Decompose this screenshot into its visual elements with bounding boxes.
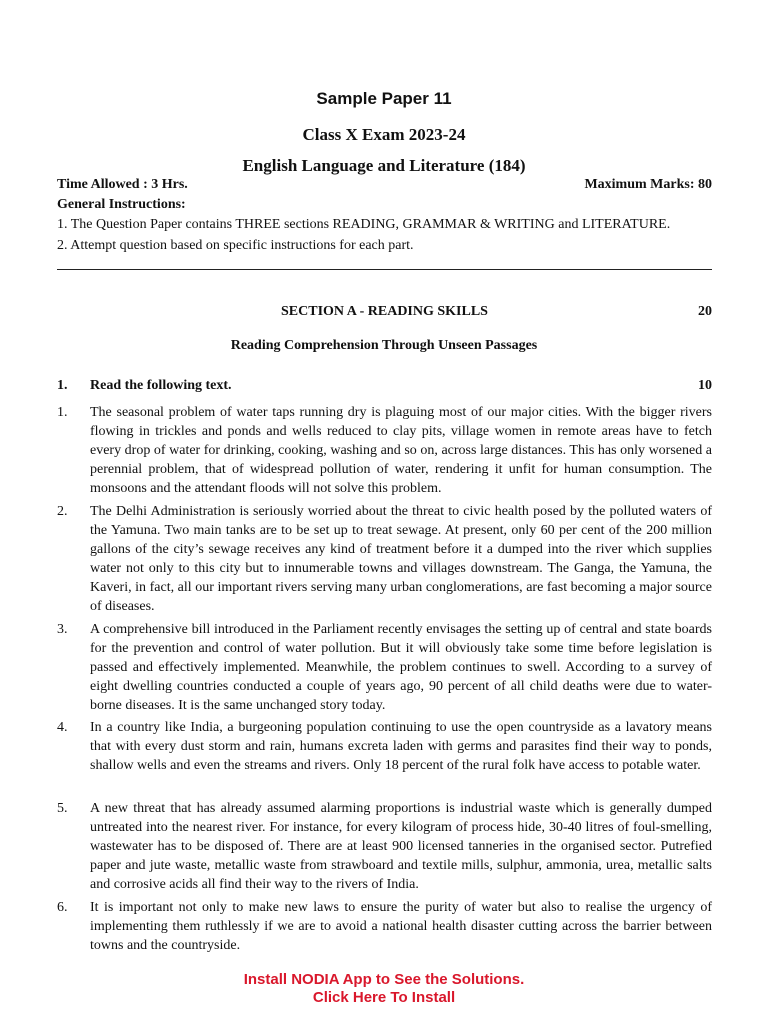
install-app-link[interactable]: Install NODIA App to See the Solutions. — [243, 971, 525, 988]
section-header — [57, 304, 712, 324]
class-title: Class X Exam 2023-24 — [302, 125, 466, 144]
time-allowed: Time Allowed : 3 Hrs. — [57, 177, 188, 192]
paragraph-text: It is important not only to make new laws to ensure the purity of water but also to realise the urgency of implementing them ruthlessly if we are to avoid a national health disaster cutting across the barrier between towns and the countryside. — [90, 900, 712, 953]
exam-meta-row — [57, 177, 712, 193]
paragraph-number: 3. — [57, 622, 68, 637]
paragraph-number: 2. — [57, 504, 68, 519]
general-instructions-heading: General Instructions: — [57, 197, 186, 212]
instruction-item: 2. Attempt question based on specific instructions for each part. — [57, 238, 414, 253]
click-to-install-link[interactable]: Click Here To Install — [312, 989, 456, 1006]
question-marks: 10 — [698, 378, 712, 393]
paragraph-text: The Delhi Administration is seriously worried about the threat to civic health posed by the polluted waters of the Yamuna. Two main tanks are to be set up to treat sewage. At present, only 60 per cent of the 200 million gallons of the city’s sewage receives any kind of treatment before it a dumped into the river which supplies water not only to this city but to innumerable towns and villages downstream. The Ganga, the Yamuna, the Kaveri, in fact, all our important rivers serving many urban conglomerations, are fast becoming a major source of diseases. — [90, 504, 712, 614]
section-title: SECTION A - READING SKILLS — [281, 304, 488, 319]
paragraph-text: A comprehensive bill introduced in the Parliament recently envisages the setting up of central and state boards for the prevention and control of water pollution. But it will obviously take some time before legislation is passed and effectively implemented. Meanwhile, the problem continues to swell. According to a survey of eight dwelling countries conducted a couple of years ago, 90 percent of all child deaths were due to water-borne diseases. It is the same unchanged story today. — [90, 622, 712, 713]
paragraph-text: A new threat that has already assumed alarming proportions is industrial waste which is generally dumped untreated into the nearest river. For instance, for every kilogram of process hide, 30-40 litres of foul-smelling, wastewater has to be disposed of. There are at least 900 licensed tanneries in the organised sector. Putrefied paper and jute waste, metallic waste from strawboard and textile mills, sulphur, ammonia, urea, metallic salts and corrosive acids all find their way to the rivers of India. — [90, 801, 712, 892]
passage-paragraph — [57, 502, 712, 616]
section-marks: 20 — [698, 304, 712, 319]
passage-paragraph — [57, 799, 712, 894]
section-subheading: Reading Comprehension Through Unseen Passages — [230, 338, 538, 353]
passage-paragraph — [57, 718, 712, 775]
paragraph-number: 1. — [57, 405, 68, 420]
passage-paragraph — [57, 620, 712, 715]
paragraph-number: 5. — [57, 801, 68, 816]
question-header — [57, 378, 712, 398]
passage-paragraph — [57, 898, 712, 955]
divider — [57, 269, 712, 270]
passage-paragraph — [57, 403, 712, 498]
paragraph-number: 4. — [57, 720, 68, 735]
paper-title: Sample Paper 11 — [316, 89, 452, 108]
paragraph-text: The seasonal problem of water taps running dry is plaguing most of our major cities. With the bigger rivers flowing in trickles and ponds and wells reduced to clay pits, village women in remote areas have to fetch every drop of water for drinking, cooking, washing and so on, across large distances. This has only worsened a perennial problem, that of widespread pollution of water, rendering it unfit for human consumption. The monsoons and the attendant floods will not solve this problem. — [90, 405, 712, 496]
paragraph-number: 6. — [57, 900, 68, 915]
instruction-item: 1. The Question Paper contains THREE sections READING, GRAMMAR & WRITING and LITERATURE. — [57, 217, 671, 232]
subject-title: English Language and Literature (184) — [242, 156, 526, 175]
question-number: 1. — [57, 378, 68, 393]
question-text: Read the following text. — [90, 378, 232, 393]
paragraph-text: In a country like India, a burgeoning population continuing to use the open countryside as a lavatory means that with every dust storm and rain, humans excreta laden with germs and parasites find their way to ponds, shallow wells and even the streams and rivers. Only 18 percent of the rural folk have access to potable water. — [90, 720, 712, 773]
maximum-marks: Maximum Marks: 80 — [584, 177, 712, 192]
